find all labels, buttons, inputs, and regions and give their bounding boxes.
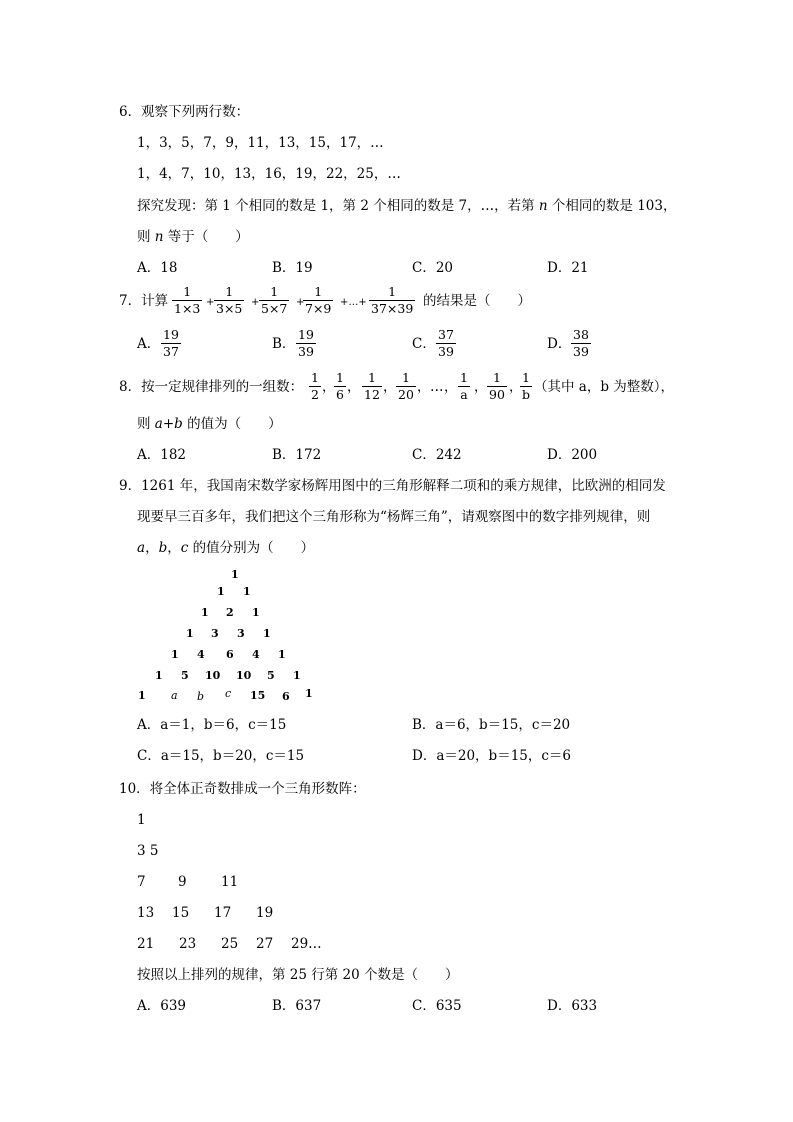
q7-frac-1-num: 1: [183, 284, 192, 299]
q8-frac-6-num: 1: [492, 370, 501, 385]
q9-var-a: a: [137, 540, 146, 556]
q8-frac-2-num: 1: [336, 370, 344, 385]
q7-option-d-frac: [571, 328, 591, 359]
q8-frac-1-den: 2: [311, 387, 319, 402]
q7-frac-3-den: 5×7: [261, 301, 288, 316]
q8-frac-2-den: 6: [336, 387, 344, 402]
q6-text-line2: [137, 228, 249, 246]
q7-option-a-letter: A．: [137, 336, 161, 352]
q8-frac-3: [362, 371, 382, 402]
q7-option-c-den: 39: [438, 344, 454, 359]
q8-frac-b-den: b: [522, 387, 531, 402]
q10-option-d: D．633: [547, 998, 598, 1014]
q8-line2b: a+b: [154, 416, 183, 432]
q8-frac-6-den: 90: [489, 387, 505, 402]
q10-option-b: B．637: [272, 998, 322, 1014]
tri-r6-0: 1: [138, 689, 146, 702]
q8-comma-6: ，: [474, 379, 488, 395]
tri-r2-2: 1: [252, 606, 260, 619]
q10-row3-3: 11: [221, 874, 239, 890]
q8-frac-6: [487, 371, 507, 402]
q7-frac-4: [303, 285, 333, 316]
q6-var-n: n: [538, 198, 548, 214]
q7-option-c-frac: [436, 328, 456, 359]
q9-line3-tail: 的值分别为（ ）: [188, 540, 315, 556]
q9-comma-2: ，: [167, 540, 181, 556]
tri-r3-0: 1: [186, 627, 194, 640]
tri-r5-5: 1: [293, 669, 301, 682]
q8-option-c: C．242: [412, 447, 462, 463]
q8-frac-b-num: 1: [522, 370, 530, 385]
q10-question: 按照以上排列的规律，第 25 行第 20 个数是（ ）: [137, 967, 459, 983]
q8-comma-2: ，: [347, 379, 361, 395]
q6-text1b: 个相同的数是 103，: [547, 198, 677, 214]
q7-option-d-letter: D．: [547, 336, 572, 352]
q7-frac-2-num: 1: [225, 284, 234, 299]
q7-stem: 7．计算: [119, 293, 169, 309]
tri-var-c: c: [225, 687, 232, 700]
tri-r5-4: 5: [267, 669, 275, 682]
tri-r4-1: 4: [197, 648, 205, 661]
q7-option-d-num: 38: [573, 327, 589, 342]
q7-option-a-frac: [161, 328, 181, 359]
q10-row2-1: 3 5: [137, 843, 159, 859]
q8-frac-2: [334, 371, 346, 402]
tri-r6-3: [225, 688, 231, 700]
q7-frac-2: [214, 285, 244, 316]
q8-frac-a-den: a: [460, 387, 468, 402]
q10-row4-3: 17: [214, 905, 232, 921]
q10-row4-4: 19: [256, 905, 274, 921]
q7-option-a-num: 19: [163, 327, 179, 342]
q10-row5-5: 29…: [291, 936, 322, 952]
q7-frac-5: [369, 285, 415, 316]
q8-frac-a-num: 1: [460, 370, 468, 385]
q7-option-b-den: 39: [298, 344, 314, 359]
q9-option-d: D．a＝20，b＝15，c＝6: [412, 748, 572, 764]
q6-text-line1: [137, 197, 676, 215]
q8-comma-4: ，: [417, 379, 431, 395]
q8-frac-4-den: 20: [398, 387, 414, 402]
q9-option-b: B．a＝6，b＝15，c＝20: [412, 717, 571, 733]
q7-plus-2: +: [251, 297, 260, 308]
tri-r6-5: 6: [282, 690, 290, 703]
q7-plus-1: +: [206, 297, 215, 308]
tri-r1-1: 1: [243, 585, 251, 598]
q8-comma-5: ，: [444, 379, 458, 395]
q6-option-d: D．21: [547, 260, 589, 276]
q10-row5-4: 27: [256, 936, 274, 952]
q8-frac-1-num: 1: [311, 370, 319, 385]
tri-r4-0: 1: [171, 648, 179, 661]
q7-frac-4-den: 7×9: [305, 301, 332, 316]
q10-row3-2: 9: [178, 874, 187, 890]
tri-r3-1: 3: [211, 627, 219, 640]
tri-r4-3: 4: [252, 648, 260, 661]
q6-option-b: B．19: [272, 260, 313, 276]
tri-var-a: a: [171, 689, 178, 702]
tri-r6-4: 15: [250, 689, 266, 702]
tri-r0-0: 1: [231, 568, 239, 581]
q10-stem: 10．将全体正奇数排成一个三角形数阵：: [119, 781, 366, 797]
q9-option-a: A．a＝1，b＝6，c＝15: [137, 717, 287, 733]
q9-line1: 9．1261 年，我国南宋数学家杨辉用图中的三角形解释二项和的乘方规律，比欧洲的相同发: [119, 478, 666, 494]
q10-row5-1: 21: [137, 936, 155, 952]
q9-var-b: b: [158, 540, 168, 556]
q6-var-n-2: n: [154, 229, 164, 245]
q6-text2b: 等于（ ）: [163, 229, 249, 245]
q8-option-a: A．182: [137, 447, 187, 463]
q7-frac-1: [172, 285, 202, 316]
q7-option-b-frac: [296, 328, 316, 359]
q9-line3: [137, 539, 314, 557]
q8-line2: [137, 415, 282, 433]
q6-option-c: C．20: [412, 260, 454, 276]
q8-comma-7: ，: [509, 379, 523, 395]
tri-r4-4: 1: [278, 648, 286, 661]
q7-tail: 的结果是（ ）: [423, 293, 531, 309]
q9-var-c: c: [180, 540, 189, 556]
q8-line2a: 则: [137, 416, 155, 432]
q10-option-a: A．639: [137, 998, 187, 1014]
q6-row1: 1，3，5，7，9，11，13，15，17，…: [137, 135, 384, 151]
tri-r5-2: 10: [205, 669, 221, 682]
q6-option-a: A．18: [137, 260, 178, 276]
q10-row3-1: 7: [137, 874, 146, 890]
tri-r4-2: 6: [226, 648, 234, 661]
tri-r6-1: [171, 690, 178, 702]
q7-frac-5-den: 37×39: [371, 301, 414, 316]
tri-r2-0: 1: [201, 606, 209, 619]
yanghui-triangle: [130, 565, 330, 705]
q9-option-c: C．a＝15，b＝20，c＝15: [137, 748, 305, 764]
tri-r3-2: 3: [237, 627, 245, 640]
q10-row5-2: 23: [179, 936, 197, 952]
q7-frac-1-den: 1×3: [174, 301, 201, 316]
q8-line2c: 的值为（ ）: [182, 416, 282, 432]
q8-comma-3: ，: [383, 379, 397, 395]
q8-tail: （其中 a，b 为整数），: [534, 379, 675, 395]
tri-r5-3: 10: [236, 669, 252, 682]
q10-row5-3: 25: [221, 936, 239, 952]
q7-option-b-letter: B．: [272, 336, 296, 352]
q8-frac-4-num: 1: [401, 370, 410, 385]
q7-frac-2-den: 3×5: [216, 301, 243, 316]
q7-plus-3: +: [296, 297, 305, 308]
q6-stem: 6．观察下列两行数：: [119, 104, 250, 120]
tri-r5-0: 1: [155, 669, 163, 682]
q10-row4-2: 15: [172, 905, 190, 921]
tri-r3-3: 1: [263, 627, 271, 640]
tri-var-b: b: [197, 690, 205, 703]
q8-frac-a: [458, 371, 470, 402]
q8-frac-3-num: 1: [367, 370, 376, 385]
tri-r1-0: 1: [217, 585, 225, 598]
q10-option-c: C．635: [412, 998, 462, 1014]
q7-option-c-letter: C．: [412, 336, 436, 352]
q9-line2: 现要早三百多年，我们把这个三角形称为“杨辉三角”，请观察图中的数字排列规律，则: [137, 509, 651, 525]
q7-option-d-den: 39: [573, 344, 589, 359]
q9-comma-1: ，: [145, 540, 159, 556]
q7-option-b-num: 19: [298, 327, 314, 342]
q7-frac-4-num: 1: [314, 284, 323, 299]
q10-row1-1: 1: [137, 812, 146, 828]
q7-frac-3: [259, 285, 289, 316]
q6-text1a: 探究发现：第 1 个相同的数是 1，第 2 个相同的数是 7，…，若第: [137, 198, 539, 214]
q8-frac-3-den: 12: [364, 387, 380, 402]
q8-ellipsis: …: [430, 379, 444, 395]
q10-row4-1: 13: [137, 905, 155, 921]
tri-r2-1: 2: [226, 606, 234, 619]
q7-option-c-num: 37: [438, 327, 454, 342]
q8-frac-1: [309, 371, 321, 402]
q7-plus-dots: +…+: [340, 297, 367, 308]
q7-option-a-den: 37: [163, 344, 179, 359]
q8-frac-b: [520, 371, 532, 402]
tri-r6-2: [197, 691, 204, 703]
tri-r5-1: 5: [181, 669, 189, 682]
tri-r6-6: 1: [305, 687, 313, 700]
q6-text2a: 则: [137, 229, 155, 245]
q8-stem: 8．按一定规律排列的一组数：: [119, 379, 304, 395]
q6-row2: 1，4，7，10，13，16，19，22，25，…: [137, 166, 401, 182]
q7-frac-3-num: 1: [270, 284, 279, 299]
q7-frac-5-num: 1: [388, 284, 397, 299]
q8-option-b: B．172: [272, 447, 322, 463]
q8-comma-1: ，: [322, 379, 336, 395]
q8-frac-4: [396, 371, 416, 402]
q8-option-d: D．200: [547, 447, 598, 463]
